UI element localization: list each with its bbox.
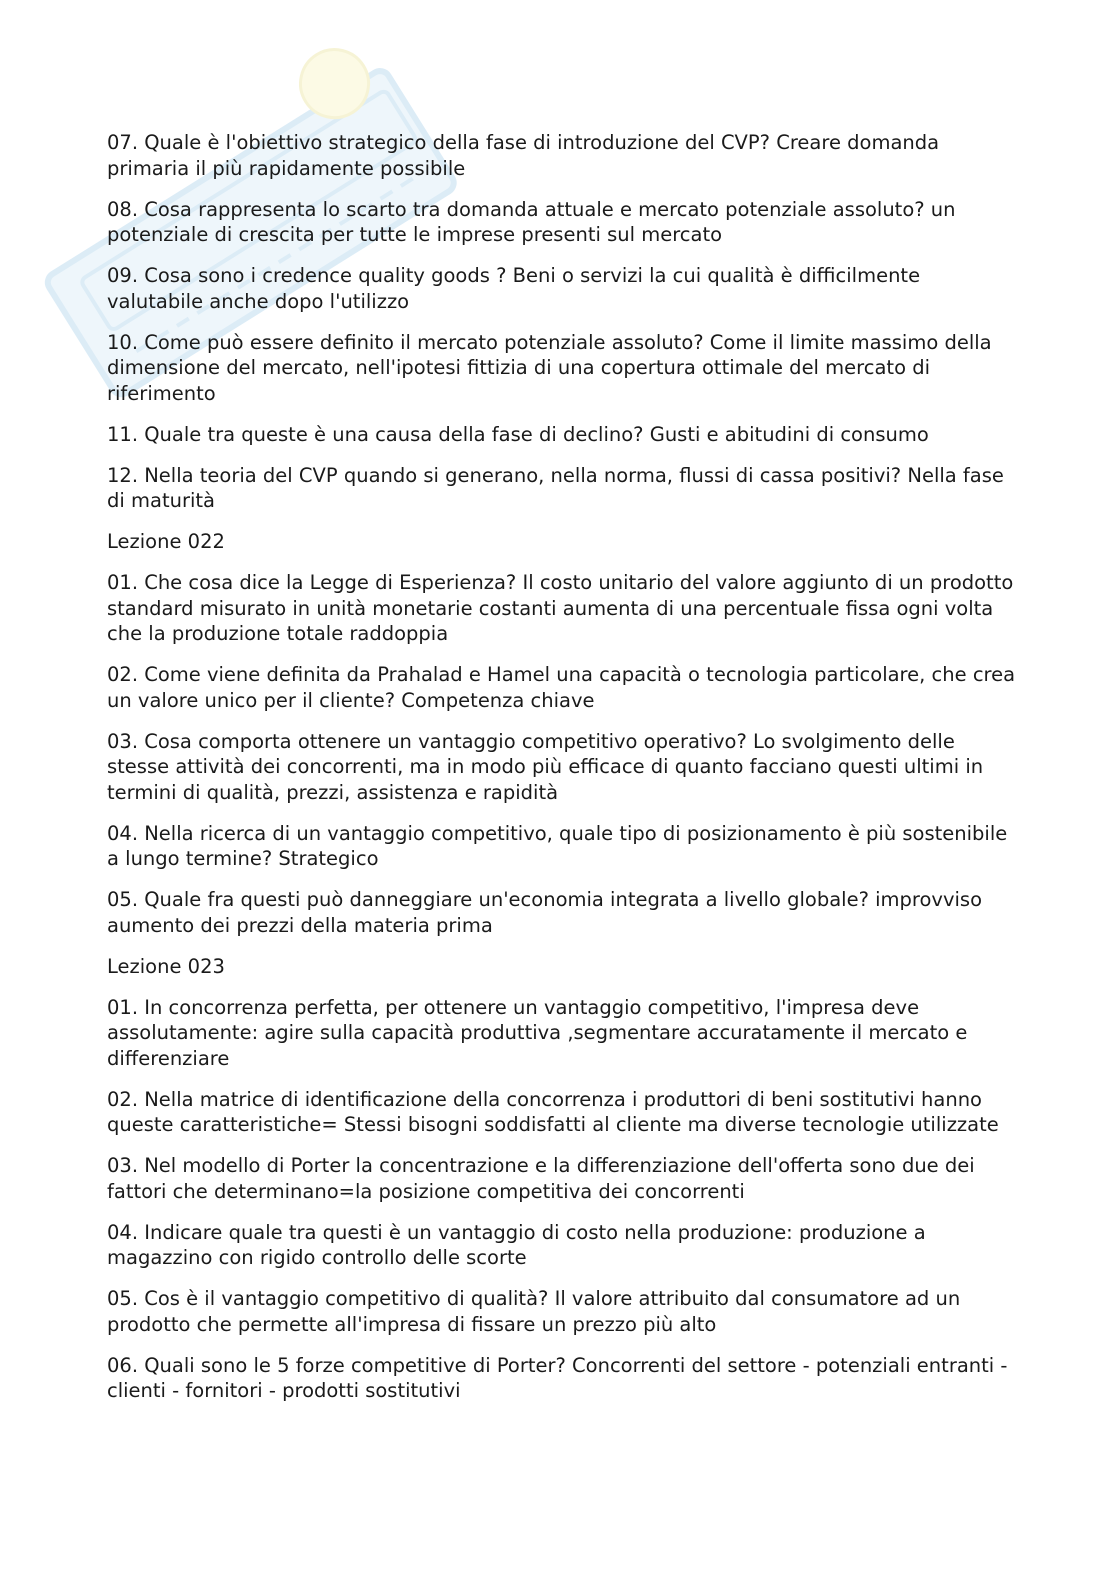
question-022-03: 03. Cosa comporta ottenere un vantaggio competitivo operativo? Lo svolgimento delle stesse attività dei concorrenti, ma in modo più efficace di quanto facciano questi ultimi in termini di qualità, prezzi, assistenza e rapidità [107, 729, 984, 804]
question-12: 12. Nella teoria del CVP quando si generano, nella norma, flussi di cassa positivi? Nella fase di maturità [107, 463, 1004, 512]
question-023-02: 02. Nella matrice di identificazione della concorrenza i produttori di beni sostitutivi hanno queste caratteristiche= Stessi bisogni soddisfatti al cliente ma diverse tecnologie utilizzate [107, 1087, 999, 1136]
question-023-04: 04. Indicare quale tra questi è un vantaggio di costo nella produzione: produzione a magazzino con rigido controllo delle scorte [107, 1220, 926, 1269]
question-022-04: 04. Nella ricerca di un vantaggio competitivo, quale tipo di posizionamento è più sostenibile a lungo termine? Strategico [107, 821, 1008, 870]
question-11: 11. Quale tra queste è una causa della fase di declino? Gusti e abitudini di consumo [107, 422, 929, 446]
question-023-03: 03. Nel modello di Porter la concentrazione e la differenziazione dell'offerta sono due dei fattori che determinano=la posizione competitiva dei concorrenti [107, 1154, 975, 1203]
question-022-01: 01. Che cosa dice la Legge di Esperienza? Il costo unitario del valore aggiunto di un prodotto standard misurato in unità monetarie costanti aumenta di una percentuale fissa ogni volta che la produzione totale raddoppia [107, 571, 1014, 645]
question-07: 07. Quale è l'obiettivo strategico della fase di introduzione del CVP? Creare domanda primaria il più rapidamente possibile [107, 131, 940, 180]
question-09: 09. Cosa sono i credence quality goods ? Beni o servizi la cui qualità è difficilmente valutabile anche dopo l'utilizzo [107, 264, 921, 313]
question-08: 08. Cosa rappresenta lo scarto tra domanda attuale e mercato potenziale assoluto? un potenziale di crescita per tutte le imprese presenti sul mercato [107, 197, 956, 246]
question-022-02: 02. Come viene definita da Prahalad e Hamel una capacità o tecnologia particolare, che crea un valore unico per il cliente? Competenza chiave [107, 663, 1016, 712]
question-023-06: 06. Quali sono le 5 forze competitive di Porter? Concorrenti del settore - potenziali entranti - clienti - fornitori - prodotti sostitutivi [107, 1353, 1008, 1402]
question-023-01: 01. In concorrenza perfetta, per ottenere un vantaggio competitivo, l'impresa deve assolutamente: agire sulla capacità produttiva ,segmentare accuratamente il mercato e differenziare [107, 995, 968, 1070]
question-022-05: 05. Quale fra questi può danneggiare un'economia integrata a livello globale? improvviso aumento dei prezzi della materia prima [107, 888, 983, 937]
section-heading-lezione-023: Lezione 023 [107, 954, 225, 978]
document-body [107, 130, 1017, 1419]
question-023-05: 05. Cos è il vantaggio competitivo di qualità? Il valore attribuito dal consumatore ad un prodotto che permette all'impresa di fissare un prezzo più alto [107, 1287, 961, 1336]
question-10: 10. Come può essere definito il mercato potenziale assoluto? Come il limite massimo della dimensione del mercato, nell'ipotesi fittizia di una copertura ottimale del mercato di riferimento [107, 330, 992, 405]
section-heading-lezione-022: Lezione 022 [107, 530, 225, 553]
